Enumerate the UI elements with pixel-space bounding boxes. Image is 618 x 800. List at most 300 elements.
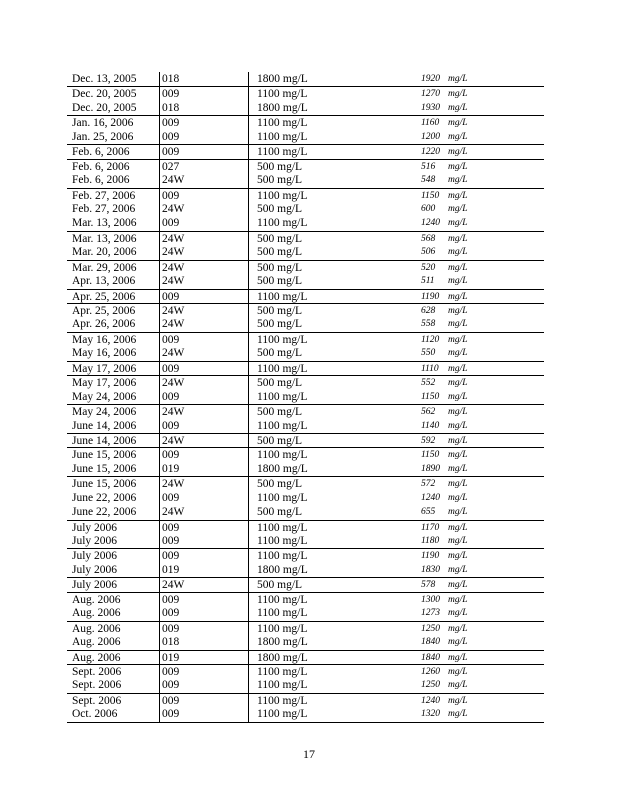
permit-limit-cell: 1100 mg/L: [248, 622, 418, 635]
permit-limit-cell: 1800 mg/L: [248, 651, 418, 664]
sample-date-cell: May 24, 2006: [72, 406, 137, 419]
outfall-code-cell: 009: [159, 116, 247, 129]
table-row: [67, 202, 544, 216]
outfall-code-cell: 24W: [159, 274, 247, 288]
sample-date-cell: Sept. 2006: [72, 679, 122, 692]
permit-limit-cell: 500 mg/L: [248, 376, 418, 389]
outfall-code-cell: 24W: [159, 578, 247, 591]
result-unit: mg/L: [448, 334, 468, 345]
permit-limit-cell: 500 mg/L: [248, 160, 418, 173]
permit-limit-cell: 1100 mg/L: [248, 549, 418, 562]
permit-limit-cell: 500 mg/L: [248, 317, 418, 331]
result-unit: mg/L: [448, 463, 468, 474]
table-row: [67, 72, 544, 86]
reported-result-cell: [420, 87, 545, 100]
result-value: 1300: [421, 594, 440, 605]
outfall-code-cell: 24W: [159, 376, 247, 389]
permit-limit-cell: 500 mg/L: [248, 505, 418, 519]
sample-date-cell: June 15, 2006: [72, 449, 137, 462]
outfall-code-cell: 009: [159, 333, 247, 346]
outfall-code-cell: 009: [159, 362, 247, 375]
permit-limit-cell: 1100 mg/L: [248, 130, 418, 144]
table-row: [67, 303, 544, 317]
table-row: [67, 317, 544, 331]
permit-limit-cell: 500 mg/L: [248, 477, 418, 490]
sample-date-cell: Aug. 2006: [72, 622, 121, 635]
outfall-code-cell: 24W: [159, 477, 247, 490]
permit-limit-cell: 500 mg/L: [248, 405, 418, 418]
result-unit: mg/L: [448, 102, 468, 113]
sample-date-cell: Apr. 25, 2006: [72, 290, 136, 303]
sample-date-cell: Aug. 2006: [72, 636, 121, 649]
sample-date-cell: Feb. 6, 2006: [72, 160, 130, 173]
outfall-code-cell: 009: [159, 419, 247, 433]
table-row: [67, 274, 544, 288]
reported-result-cell: [420, 462, 545, 476]
sample-date-cell: Feb. 6, 2006: [72, 174, 130, 187]
reported-result-cell: [420, 635, 545, 649]
permit-limit-cell: 1100 mg/L: [248, 521, 418, 534]
result-unit: mg/L: [448, 608, 468, 619]
reported-result-cell: [420, 622, 545, 635]
result-unit: mg/L: [448, 666, 468, 677]
reported-result-cell: [420, 678, 545, 692]
sample-date-cell: Apr. 13, 2006: [72, 275, 136, 288]
outfall-code-cell: 018: [159, 72, 247, 86]
result-value: 1120: [421, 334, 440, 345]
outfall-code-cell: 24W: [159, 304, 247, 317]
result-unit: mg/L: [448, 580, 468, 591]
result-unit: mg/L: [448, 450, 468, 461]
result-unit: mg/L: [448, 407, 468, 418]
result-unit: mg/L: [448, 190, 468, 201]
result-value: 1840: [421, 637, 440, 648]
table-bottom-rule: [67, 722, 544, 723]
table-row: [67, 664, 544, 678]
result-value: 1170: [421, 522, 440, 533]
result-value: 1840: [421, 652, 440, 663]
table-row: [67, 115, 544, 129]
result-value: 1190: [421, 291, 440, 302]
permit-limit-cell: 500 mg/L: [248, 245, 418, 259]
result-unit: mg/L: [448, 348, 468, 359]
outfall-code-cell: 24W: [159, 232, 247, 245]
result-value: 550: [421, 348, 436, 359]
table-row: [67, 447, 544, 461]
result-value: 1250: [421, 680, 440, 691]
result-unit: mg/L: [448, 378, 468, 389]
sample-date-cell: Aug. 2006: [72, 651, 121, 664]
reported-result-cell: [420, 694, 545, 707]
table-row: [67, 534, 544, 548]
result-value: 558: [421, 319, 436, 330]
result-unit: mg/L: [448, 218, 468, 229]
table-row: [67, 548, 544, 562]
sample-date-cell: June 22, 2006: [72, 491, 137, 504]
outfall-code-cell: 24W: [159, 505, 247, 519]
reported-result-cell: [420, 160, 545, 173]
sample-date-cell: Apr. 26, 2006: [72, 318, 136, 331]
reported-result-cell: [420, 101, 545, 115]
result-unit: mg/L: [448, 306, 468, 316]
reported-result-cell: [420, 290, 545, 303]
reported-result-cell: [420, 333, 545, 346]
reported-result-cell: [420, 232, 545, 245]
result-value: 511: [421, 276, 435, 287]
permit-limit-cell: 500 mg/L: [248, 202, 418, 216]
result-value: 592: [421, 435, 436, 446]
result-value: 1320: [421, 709, 440, 720]
reported-result-cell: [420, 505, 545, 519]
permit-limit-cell: 1100 mg/L: [248, 678, 418, 692]
reported-result-cell: [420, 346, 545, 360]
sample-date-cell: May 17, 2006: [72, 362, 137, 375]
sample-date-cell: Jan. 25, 2006: [72, 130, 134, 143]
permit-limit-cell: 500 mg/L: [248, 578, 418, 591]
table-row: [67, 404, 544, 418]
table-row: [67, 332, 544, 346]
table-row: [67, 173, 544, 187]
sample-date-cell: Dec. 20, 2005: [72, 101, 137, 114]
reported-result-cell: [420, 304, 545, 317]
reported-result-cell: [420, 651, 545, 664]
result-value: 516: [421, 161, 436, 172]
sample-date-cell: July 2006: [72, 521, 118, 534]
result-unit: mg/L: [448, 709, 468, 720]
outfall-code-cell: 019: [159, 563, 247, 577]
reported-result-cell: [420, 216, 545, 230]
outfall-code-cell: 24W: [159, 245, 247, 259]
result-unit: mg/L: [448, 319, 468, 330]
outfall-code-cell: 019: [159, 651, 247, 664]
outfall-code-cell: 009: [159, 622, 247, 635]
permit-limit-cell: 500 mg/L: [248, 434, 418, 447]
result-unit: mg/L: [448, 507, 468, 518]
reported-result-cell: [420, 261, 545, 274]
sample-date-cell: May 16, 2006: [72, 347, 137, 360]
page-number: 17: [303, 747, 315, 761]
result-unit: mg/L: [448, 276, 468, 287]
outfall-code-cell: 009: [159, 87, 247, 100]
result-unit: mg/L: [448, 262, 468, 273]
sample-date-cell: Apr. 25, 2006: [72, 305, 136, 317]
result-value: 552: [421, 378, 436, 389]
outfall-code-cell: 24W: [159, 261, 247, 274]
reported-result-cell: [420, 521, 545, 534]
sample-date-cell: Dec. 13, 2005: [72, 73, 137, 85]
permit-limit-cell: 500 mg/L: [248, 346, 418, 360]
reported-result-cell: [420, 173, 545, 187]
permit-limit-cell: 1100 mg/L: [248, 694, 418, 707]
sample-date-cell: May 17, 2006: [72, 377, 137, 390]
table-row: [67, 678, 544, 692]
result-value: 572: [421, 479, 436, 490]
sample-date-cell: June 14, 2006: [72, 419, 137, 432]
table-row: [67, 216, 544, 230]
result-unit: mg/L: [448, 161, 468, 172]
permit-limit-cell: 1100 mg/L: [248, 390, 418, 404]
sample-date-cell: June 14, 2006: [72, 434, 137, 447]
result-unit: mg/L: [448, 652, 468, 663]
sample-date-cell: July 2006: [72, 550, 118, 563]
permit-limit-cell: 500 mg/L: [248, 304, 418, 317]
result-value: 1240: [421, 492, 440, 503]
result-unit: mg/L: [448, 492, 468, 503]
result-value: 568: [421, 233, 436, 244]
result-unit: mg/L: [448, 147, 468, 158]
outfall-code-cell: 24W: [159, 202, 247, 216]
table-row: [67, 86, 544, 100]
reported-result-cell: [420, 434, 545, 447]
table-row: [67, 130, 544, 144]
sample-date-cell: Mar. 20, 2006: [72, 246, 137, 259]
outfall-code-cell: 009: [159, 665, 247, 678]
reported-result-cell: [420, 477, 545, 490]
sample-date-cell: Jan. 16, 2006: [72, 117, 134, 130]
table-row: [67, 231, 544, 245]
result-value: 1930: [421, 102, 440, 113]
result-value: 578: [421, 580, 436, 591]
result-value: 1150: [421, 190, 440, 201]
reported-result-cell: [420, 390, 545, 404]
result-value: 548: [421, 175, 436, 186]
result-unit: mg/L: [448, 131, 468, 142]
result-unit: mg/L: [448, 363, 468, 374]
permit-limit-cell: 500 mg/L: [248, 261, 418, 274]
table-row: [67, 707, 544, 721]
result-value: 1160: [421, 118, 440, 129]
result-unit: mg/L: [448, 564, 468, 575]
sample-date-cell: Oct. 2006: [72, 708, 118, 721]
sample-date-cell: June 22, 2006: [72, 506, 137, 519]
reported-result-cell: [420, 563, 545, 577]
result-unit: mg/L: [448, 623, 468, 634]
table-row: [67, 361, 544, 375]
result-unit: mg/L: [448, 175, 468, 186]
outfall-code-cell: 018: [159, 635, 247, 649]
table-row: [67, 289, 544, 303]
outfall-code-cell: 009: [159, 549, 247, 562]
result-unit: mg/L: [448, 594, 468, 605]
result-value: 1830: [421, 564, 440, 575]
permit-limit-cell: 1800 mg/L: [248, 462, 418, 476]
permit-limit-cell: 1100 mg/L: [248, 534, 418, 548]
outfall-code-cell: 009: [159, 678, 247, 692]
reported-result-cell: [420, 72, 545, 86]
result-value: 628: [421, 306, 436, 316]
result-value: 1200: [421, 131, 440, 142]
outfall-code-cell: 009: [159, 534, 247, 548]
table-row: [67, 606, 544, 620]
result-value: 562: [421, 407, 436, 418]
reported-result-cell: [420, 362, 545, 375]
outfall-code-cell: 009: [159, 521, 247, 534]
permit-limit-cell: 1100 mg/L: [248, 362, 418, 375]
permit-limit-cell: 1100 mg/L: [248, 216, 418, 230]
sample-date-cell: Dec. 20, 2005: [72, 88, 137, 101]
table-row: [67, 346, 544, 360]
reported-result-cell: [420, 317, 545, 331]
result-unit: mg/L: [448, 118, 468, 129]
table-row: [67, 419, 544, 433]
result-value: 1240: [421, 695, 440, 706]
table-row: [67, 650, 544, 664]
permit-limit-cell: 1800 mg/L: [248, 101, 418, 115]
table-row: [67, 390, 544, 404]
outfall-code-cell: 009: [159, 606, 247, 620]
sample-date-cell: May 16, 2006: [72, 333, 137, 346]
result-unit: mg/L: [448, 695, 468, 706]
permit-limit-cell: 1100 mg/L: [248, 116, 418, 129]
sample-date-cell: July 2006: [72, 563, 118, 576]
result-unit: mg/L: [448, 89, 468, 100]
permit-limit-cell: 500 mg/L: [248, 232, 418, 245]
outfall-code-cell: 009: [159, 694, 247, 707]
result-unit: mg/L: [448, 233, 468, 244]
permit-limit-cell: 1800 mg/L: [248, 563, 418, 577]
result-unit: mg/L: [448, 637, 468, 648]
sample-date-cell: Sept. 2006: [72, 665, 122, 678]
table-row: [67, 188, 544, 202]
result-value: 506: [421, 247, 436, 258]
permit-limit-cell: 500 mg/L: [248, 274, 418, 288]
outfall-code-cell: 027: [159, 160, 247, 173]
outfall-code-cell: 009: [159, 707, 247, 721]
result-value: 1220: [421, 147, 440, 158]
result-value: 1240: [421, 218, 440, 229]
result-unit: mg/L: [448, 536, 468, 546]
result-value: 520: [421, 262, 436, 273]
reported-result-cell: [420, 189, 545, 202]
result-value: 1190: [421, 551, 440, 562]
table-row: [67, 375, 544, 389]
sample-date-cell: Mar. 29, 2006: [72, 261, 137, 274]
sample-date-cell: June 15, 2006: [72, 462, 137, 475]
outfall-code-cell: 009: [159, 145, 247, 158]
reported-result-cell: [420, 419, 545, 433]
result-unit: mg/L: [448, 551, 468, 562]
reported-result-cell: [420, 202, 545, 216]
reported-result-cell: [420, 665, 545, 678]
reported-result-cell: [420, 491, 545, 505]
outfall-code-cell: 009: [159, 290, 247, 303]
table-row: [67, 635, 544, 649]
permit-limit-cell: 1100 mg/L: [248, 491, 418, 505]
outfall-code-cell: 24W: [159, 405, 247, 418]
reported-result-cell: [420, 405, 545, 418]
reported-result-cell: [420, 606, 545, 620]
sample-date-cell: June 15, 2006: [72, 478, 137, 491]
result-value: 1260: [421, 666, 440, 677]
sample-date-cell: Mar. 13, 2006: [72, 232, 137, 245]
sample-date-cell: Mar. 13, 2006: [72, 217, 137, 230]
table-row: [67, 462, 544, 476]
reported-result-cell: [420, 593, 545, 606]
sample-date-cell: Aug. 2006: [72, 593, 121, 606]
permit-limit-cell: 1800 mg/L: [248, 72, 418, 86]
result-value: 1150: [421, 391, 440, 402]
sample-date-cell: Feb. 27, 2006: [72, 202, 136, 215]
sample-date-cell: Feb. 27, 2006: [72, 189, 136, 202]
result-unit: mg/L: [448, 522, 468, 533]
result-value: 1110: [421, 363, 439, 374]
exceedance-table: [67, 72, 544, 722]
table-row: [67, 144, 544, 158]
table-row: [67, 520, 544, 534]
result-unit: mg/L: [448, 420, 468, 431]
outfall-code-cell: 24W: [159, 173, 247, 187]
result-unit: mg/L: [448, 435, 468, 446]
result-unit: mg/L: [448, 203, 468, 214]
permit-limit-cell: 1100 mg/L: [248, 290, 418, 303]
table-row: [67, 505, 544, 519]
reported-result-cell: [420, 245, 545, 259]
result-value: 600: [421, 203, 436, 214]
reported-result-cell: [420, 145, 545, 158]
reported-result-cell: [420, 578, 545, 591]
table-row: [67, 260, 544, 274]
outfall-code-cell: 009: [159, 491, 247, 505]
permit-limit-cell: 1800 mg/L: [248, 635, 418, 649]
permit-limit-cell: 1100 mg/L: [248, 707, 418, 721]
permit-limit-cell: 1100 mg/L: [248, 189, 418, 202]
table-row: [67, 563, 544, 577]
sample-date-cell: Feb. 6, 2006: [72, 146, 130, 159]
result-value: 1273: [421, 608, 440, 619]
outfall-code-cell: 009: [159, 130, 247, 144]
reported-result-cell: [420, 274, 545, 288]
outfall-code-cell: 009: [159, 216, 247, 230]
result-value: 1890: [421, 463, 440, 474]
result-value: 655: [421, 507, 436, 518]
table-row: [67, 476, 544, 490]
reported-result-cell: [420, 130, 545, 144]
permit-limit-cell: 1100 mg/L: [248, 419, 418, 433]
reported-result-cell: [420, 116, 545, 129]
outfall-code-cell: 018: [159, 101, 247, 115]
permit-limit-cell: 1100 mg/L: [248, 448, 418, 461]
reported-result-cell: [420, 534, 545, 548]
table-row: [67, 592, 544, 606]
result-value: 1140: [421, 420, 440, 431]
result-unit: mg/L: [448, 391, 468, 402]
result-value: 1180: [421, 536, 440, 546]
table-row: [67, 693, 544, 707]
outfall-code-cell: 019: [159, 462, 247, 476]
reported-result-cell: [420, 707, 545, 721]
sample-date-cell: July 2006: [72, 579, 118, 592]
result-value: 1150: [421, 450, 440, 461]
reported-result-cell: [420, 549, 545, 562]
result-value: 1270: [421, 89, 440, 100]
sample-date-cell: July 2006: [72, 535, 118, 547]
table-row: [67, 621, 544, 635]
result-unit: mg/L: [448, 74, 468, 84]
sample-date-cell: May 24, 2006: [72, 390, 137, 403]
result-unit: mg/L: [448, 247, 468, 258]
reported-result-cell: [420, 376, 545, 389]
table-row: [67, 245, 544, 259]
permit-limit-cell: 1100 mg/L: [248, 593, 418, 606]
outfall-code-cell: 24W: [159, 346, 247, 360]
result-unit: mg/L: [448, 479, 468, 490]
sample-date-cell: Sept. 2006: [72, 694, 122, 707]
permit-limit-cell: 1100 mg/L: [248, 87, 418, 100]
outfall-code-cell: 009: [159, 593, 247, 606]
outfall-code-cell: 24W: [159, 317, 247, 331]
result-value: 1250: [421, 623, 440, 634]
permit-limit-cell: 1100 mg/L: [248, 606, 418, 620]
